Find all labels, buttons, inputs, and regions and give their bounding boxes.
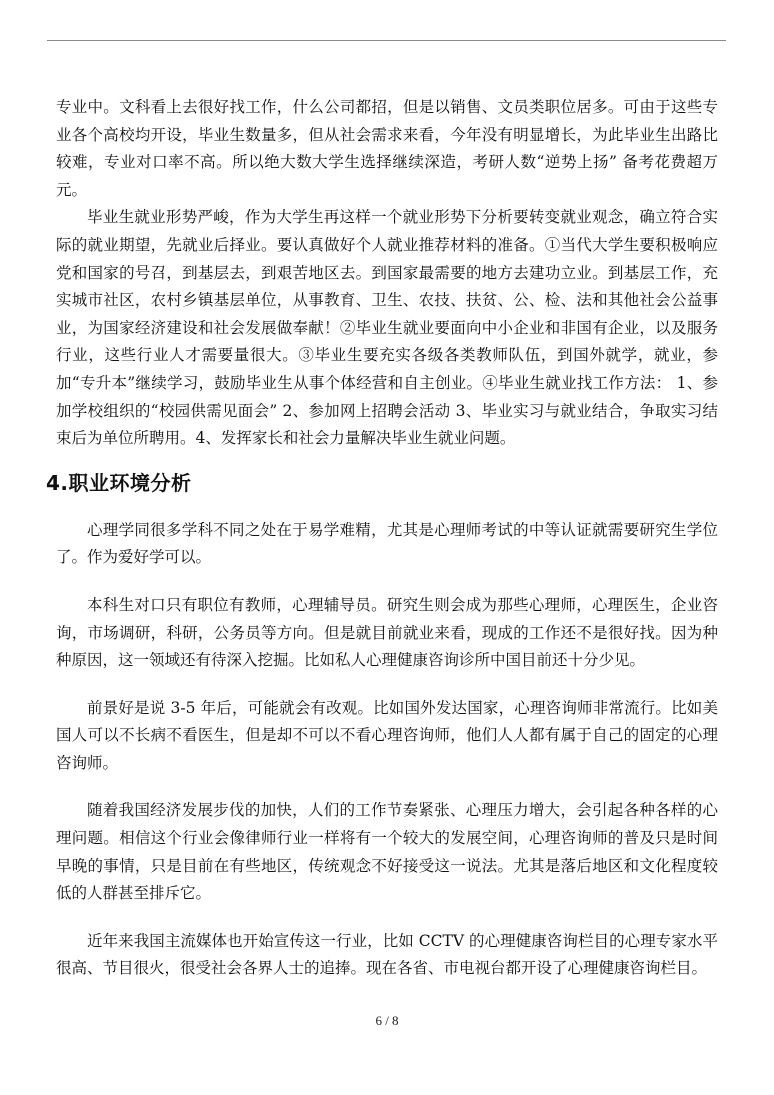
section-heading: 4.职业环境分析 [46, 470, 192, 495]
paragraph-career-directions: 本科生对口只有职位有教师，心理辅导员。研究生则会成为那些心理师，心理医生，企业咨询，市场调研，科研，公务员等方向。但是就目前就业来看，现成的工作还不是很好找。因为种种原因，这一领域还有待深入挖掘。比如私人心理健康咨询诊所中国目前还十分少见。 [56, 595, 718, 670]
paragraph-media-promotion: 近年来我国主流媒体也开始宣传这一行业，比如 CCTV 的心理健康咨询栏目的心理专家水平很高、节目很火，很受社会各界人士的追捧。现在各省、市电视台都开设了心理健康咨询栏目。 [56, 931, 718, 978]
paragraph-prospects: 前景好是说 3-5 年后，可能就会有改观。比如国外发达国家，心理咨询师非常流行。比如美国人可以不长病不看医生，但是却不可以不看心理咨询师，他们人人都有属于自己的固定的心理咨询师。 [56, 698, 718, 772]
paragraph-psychology-intro: 心理学同很多学科不同之处在于易学难精，尤其是心理师考试的中等认证就需要研究生学位了。作为爱好学可以。 [56, 520, 718, 567]
paragraph-employment-advice: 毕业生就业形势严峻，作为大学生再这样一个就业形势下分析要转变就业观念，确立符合实际的就业期望，先就业后择业。要认真做好个人就业推荐材料的准备。①当代大学生要积极响应党和国家的号召，到基层去，到艰苦地区去。到国家最需要的地方去建功立业。到基层工作，充实城市社区，农村乡镇基层单位，从事教育、卫生、农技、扶贫、公、检、法和其他社会公益事业，为国家经济建设和社会发展做奉献！②毕业生就业要面向中小企业和非国有企业，以及服务行业，这些行业人才需要量很大。③毕业生要充实各级各类教师队伍，到国外就学，就业，参加“专升本”继续学习，鼓励毕业生从事个体经营和自主创业。④毕业生就业找工作方法： 1、参加学校组织的“校园供需见面会” 2、参加网上招聘会活动 3、毕业实习与就业结合，争取实习结束后为单位所聘用。4、发挥家长和社会力量解决毕业生就业问题。 [56, 208, 718, 448]
paragraph-continued: 专业中。文科看上去很好找工作，什么公司都招，但是以销售、文员类职位居多。可由于这些专业各个高校均开设，毕业生数量多，但从社会需求来看，今年没有明显增长，为此毕业生出路比较难，专业对口率不高。所以绝大数大学生选择继续深造，考研人数“逆势上扬” 备考花费超万元。 [56, 98, 718, 199]
document-body [46, 94, 718, 983]
header-rule [47, 40, 726, 41]
paragraph-industry-growth: 随着我国经济发展步伐的加快，人们的工作节奏紧张、心理压力增大，会引起各种各样的心理问题。相信这个行业会像律师行业一样将有一个较大的发展空间，心理咨询师的普及只是时间早晚的事情，只是目前在有些地区，传统观念不好接受这一说法。尤其是落后地区和文化程度较低的人群甚至排斥它。 [56, 801, 718, 903]
page-number: 6 / 8 [375, 1013, 399, 1028]
